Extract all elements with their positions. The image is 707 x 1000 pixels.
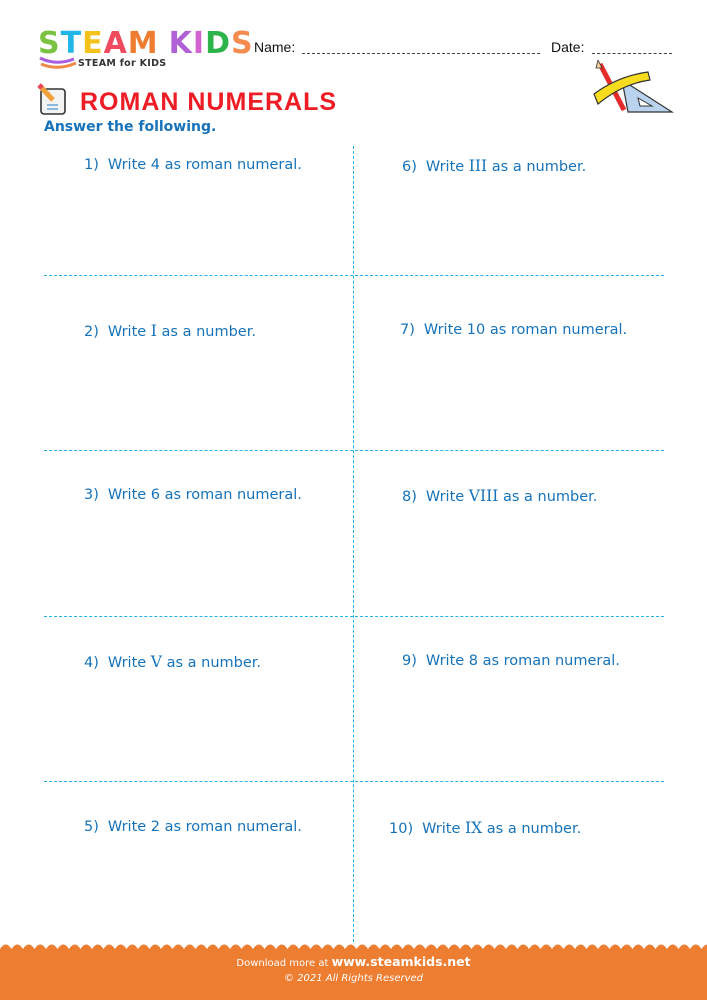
horizontal-divider bbox=[44, 275, 664, 276]
logo-letter: E bbox=[82, 26, 104, 61]
question-text: Write bbox=[425, 489, 469, 505]
logo-swoosh-icon bbox=[38, 56, 78, 70]
question-2 bbox=[84, 322, 256, 340]
footer-download-label: Download more at bbox=[236, 958, 332, 969]
logo-letter: S bbox=[38, 26, 61, 61]
ruler-pencil-triangle-icon bbox=[588, 60, 676, 116]
question-6 bbox=[402, 157, 586, 175]
logo-letter: D bbox=[205, 26, 231, 61]
question-text: Write bbox=[107, 655, 151, 671]
question-text: Write 2 as roman numeral. bbox=[107, 819, 302, 835]
pencil-scroll-icon bbox=[36, 83, 70, 117]
logo-letter: M bbox=[127, 26, 159, 61]
logo-letter: I bbox=[192, 26, 206, 61]
horizontal-divider bbox=[44, 616, 664, 617]
question-text: as a number. bbox=[162, 655, 262, 671]
question-text: Write bbox=[107, 324, 151, 340]
question-text: Write bbox=[422, 821, 466, 837]
horizontal-divider bbox=[44, 781, 664, 782]
question-text: Write 10 as roman numeral. bbox=[423, 322, 628, 338]
question-text: Write 4 as roman numeral. bbox=[107, 157, 302, 173]
question-text: Write 6 as roman numeral. bbox=[107, 487, 302, 503]
question-number: 2) bbox=[84, 324, 99, 340]
roman-numeral: III bbox=[468, 157, 488, 175]
question-number: 4) bbox=[84, 655, 99, 671]
question-5 bbox=[84, 819, 302, 835]
question-number: 8) bbox=[402, 489, 417, 505]
logo-letter: K bbox=[168, 26, 193, 61]
date-label: Date: bbox=[551, 39, 585, 55]
question-text: as a number. bbox=[156, 324, 256, 340]
question-1 bbox=[84, 157, 302, 173]
question-text: Write 8 as roman numeral. bbox=[425, 653, 620, 669]
question-10 bbox=[389, 819, 581, 837]
roman-numeral: I bbox=[150, 322, 157, 340]
question-8 bbox=[402, 487, 597, 505]
question-number: 6) bbox=[402, 159, 417, 175]
question-number: 7) bbox=[400, 322, 415, 338]
logo-letter: T bbox=[60, 26, 83, 61]
question-number: 10) bbox=[389, 821, 414, 837]
question-9 bbox=[402, 653, 620, 669]
logo-tagline: STEAM for KIDS bbox=[78, 58, 167, 69]
name-label: Name: bbox=[254, 39, 296, 55]
question-text: Write bbox=[425, 159, 469, 175]
horizontal-divider bbox=[44, 450, 664, 451]
footer-download-text bbox=[0, 954, 707, 969]
vertical-divider bbox=[353, 146, 354, 942]
question-7 bbox=[400, 322, 627, 338]
logo-letter: S bbox=[230, 26, 254, 61]
logo-letter: A bbox=[103, 26, 128, 61]
roman-numeral: VIII bbox=[468, 487, 499, 505]
question-4 bbox=[84, 653, 261, 671]
question-number: 3) bbox=[84, 487, 99, 503]
question-text: as a number. bbox=[487, 159, 587, 175]
footer-url-link[interactable]: www.steamkids.net bbox=[331, 954, 471, 969]
worksheet-title: ROMAN NUMERALS bbox=[80, 88, 338, 116]
question-number: 5) bbox=[84, 819, 99, 835]
roman-numeral: IX bbox=[465, 819, 483, 837]
footer-copyright: © 2021 All Rights Reserved bbox=[283, 973, 424, 984]
instruction-text: Answer the following. bbox=[44, 119, 217, 135]
question-text: as a number. bbox=[482, 821, 582, 837]
question-3 bbox=[84, 487, 302, 503]
question-number: 9) bbox=[402, 653, 417, 669]
name-field[interactable] bbox=[302, 53, 540, 54]
date-field[interactable] bbox=[592, 53, 672, 54]
roman-numeral: V bbox=[150, 653, 162, 671]
question-number: 1) bbox=[84, 157, 99, 173]
question-text: as a number. bbox=[498, 489, 598, 505]
